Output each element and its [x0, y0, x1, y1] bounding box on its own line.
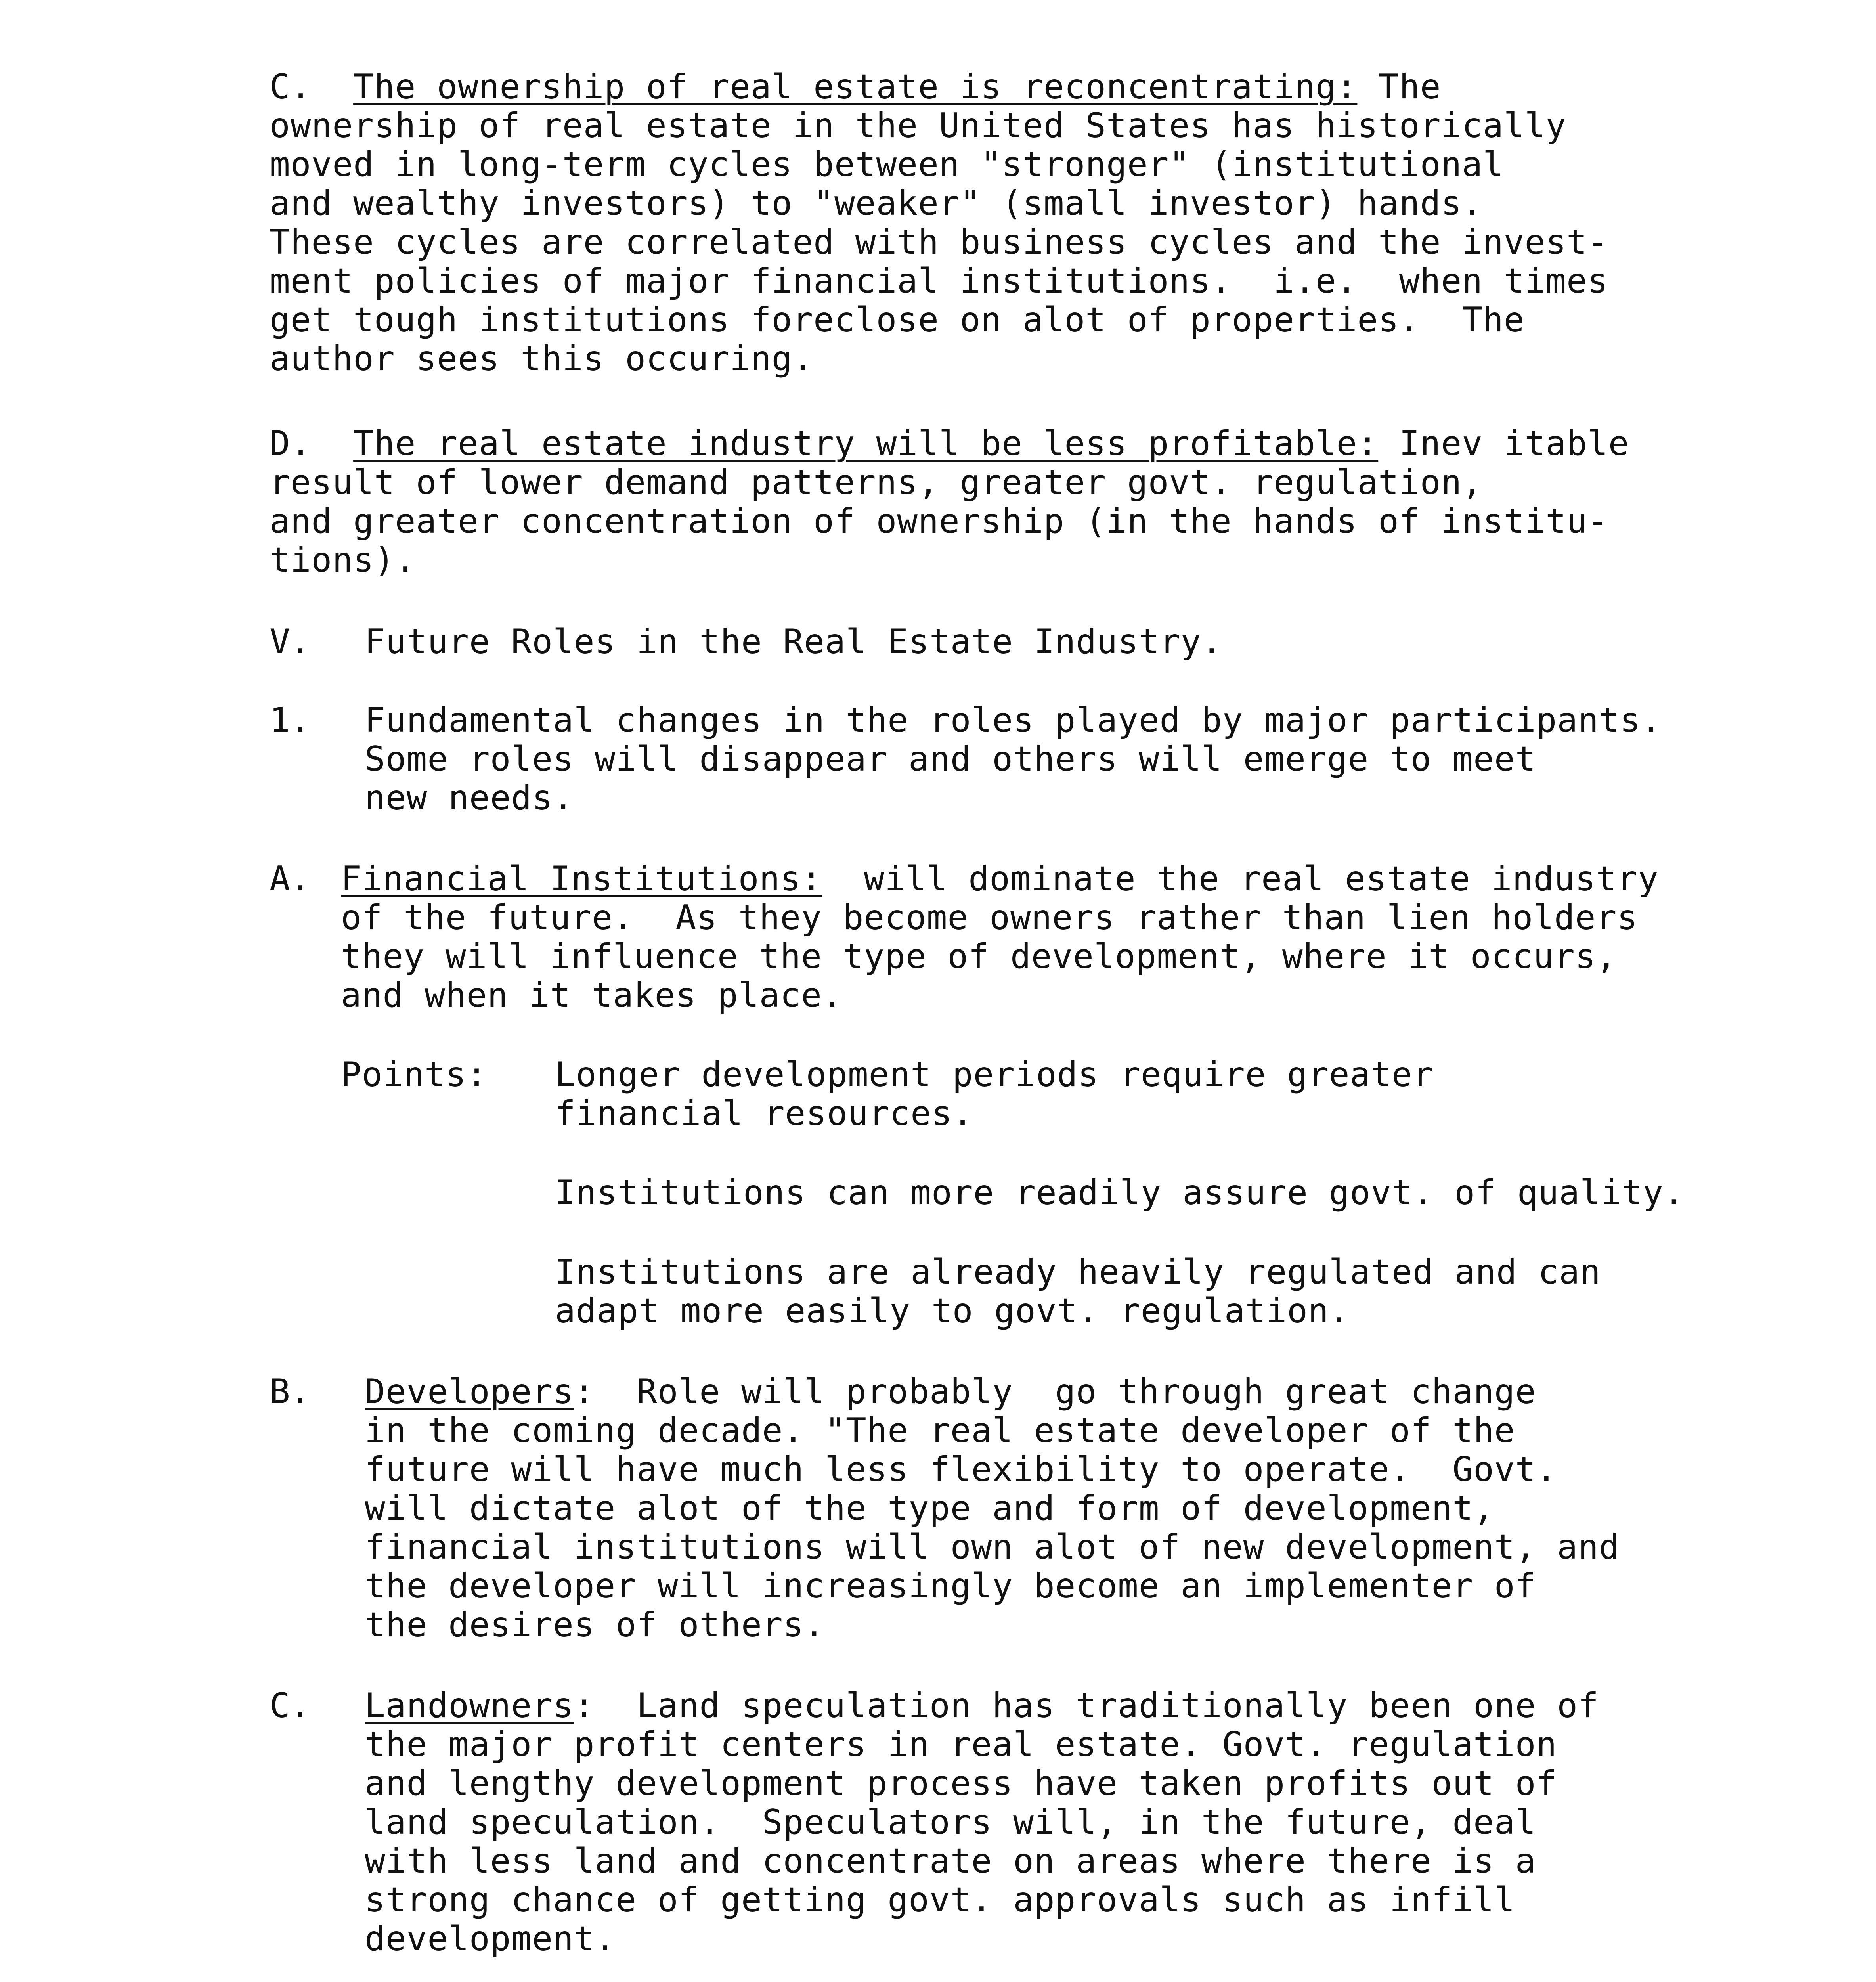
section-c-heading: The ownership of real estate is reconcentrating: — [353, 67, 1358, 107]
section-d-line-2: and greater concentration of ownership (in the hands of institu- — [270, 501, 1608, 541]
point-3-line-1: adapt more easily to govt. regulation. — [555, 1291, 1350, 1331]
item-c-line-6: development. — [365, 1919, 616, 1959]
item-1-line-0: Fundamental changes in the roles played by major participants. — [365, 700, 1662, 740]
item-a-line-0: will dominate the real estate industry — [822, 859, 1659, 899]
item-c-heading: Landowners — [365, 1686, 574, 1726]
item-b-line-3: will dictate alot of the type and form of development, — [365, 1488, 1494, 1528]
item-c-line-5: strong chance of getting govt. approvals such as infill — [365, 1880, 1515, 1920]
item-b-line-4: financial institutions will own alot of new development, and — [365, 1527, 1620, 1567]
section-c-label: C. — [270, 67, 312, 107]
section-d-heading: The real estate industry will be less profitable: — [353, 424, 1379, 463]
item-c-line-0: : Land speculation has traditionally been one of — [574, 1686, 1599, 1726]
section-c-line-7: author sees this occuring. — [270, 339, 814, 379]
section-d-line-0: Inev itable — [1378, 424, 1629, 463]
section-c-line-5: ment policies of major financial institutions. i.e. when times — [270, 261, 1608, 301]
item-b-line-2: future will have much less flexibility to operate. Govt. — [365, 1450, 1557, 1489]
section-d-line-3: tions). — [270, 540, 416, 580]
section-c-line-4: These cycles are correlated with business cycles and the invest- — [270, 222, 1608, 262]
point-2-line-0: Institutions can more readily assure govt. of quality. — [555, 1173, 1685, 1213]
item-1-line-1: Some roles will disappear and others will emerge to meet — [365, 739, 1536, 779]
item-b-line-6: the desires of others. — [365, 1605, 825, 1645]
item-a-label: A. — [270, 859, 311, 899]
item-c-line-1: the major profit centers in real estate. Govt. regulation — [365, 1725, 1557, 1764]
section-c-line-3: and wealthy investors) to "weaker" (small investor) hands. — [270, 184, 1483, 223]
item-a-line-3: and when it takes place. — [341, 976, 843, 1015]
item-c-label: C. — [270, 1686, 311, 1726]
item-b-heading: Developers — [365, 1372, 574, 1412]
point-1-line-1: financial resources. — [555, 1094, 973, 1133]
item-1-line-2: new needs. — [365, 778, 574, 818]
point-3-line-0: Institutions are already heavily regulated and can — [555, 1252, 1601, 1292]
section-c-line-2: moved in long-term cycles between "stronger" (institutional — [270, 145, 1504, 184]
section-d-line-1: result of lower demand patterns, greater govt. regulation, — [270, 463, 1483, 502]
section-c-line-0: The — [1357, 67, 1441, 107]
item-a-line-2: they will influence the type of development, where it occurs, — [341, 937, 1617, 976]
point-1-line-0: Longer development periods require greater — [555, 1055, 1434, 1094]
item-b-label: B. — [270, 1372, 311, 1412]
section-v-label: V. — [270, 622, 311, 662]
points-label: Points: — [341, 1055, 488, 1094]
item-b-line-1: in the coming decade. "The real estate developer of the — [365, 1411, 1515, 1450]
item-1-label: 1. — [270, 700, 311, 740]
item-c-line-4: with less land and concentrate on areas where there is a — [365, 1841, 1536, 1881]
item-c-line-3: land speculation. Speculators will, in the future, deal — [365, 1802, 1536, 1842]
item-a-line-1: of the future. As they become owners rather than lien holders — [341, 898, 1638, 937]
item-c-line-2: and lengthy development process have taken profits out of — [365, 1764, 1557, 1803]
section-v-heading: Future Roles in the Real Estate Industry. — [365, 622, 1222, 662]
section-c-line-6: get tough institutions foreclose on alot of properties. The — [270, 300, 1525, 340]
section-d-label: D. — [270, 424, 312, 463]
item-a-heading: Financial Institutions: — [341, 859, 822, 899]
item-b-line-5: the developer will increasingly become an implementer of — [365, 1566, 1536, 1606]
section-c-line-1: ownership of real estate in the United States has historically — [270, 106, 1567, 145]
item-b-line-0: : Role will probably go through great change — [574, 1372, 1536, 1412]
